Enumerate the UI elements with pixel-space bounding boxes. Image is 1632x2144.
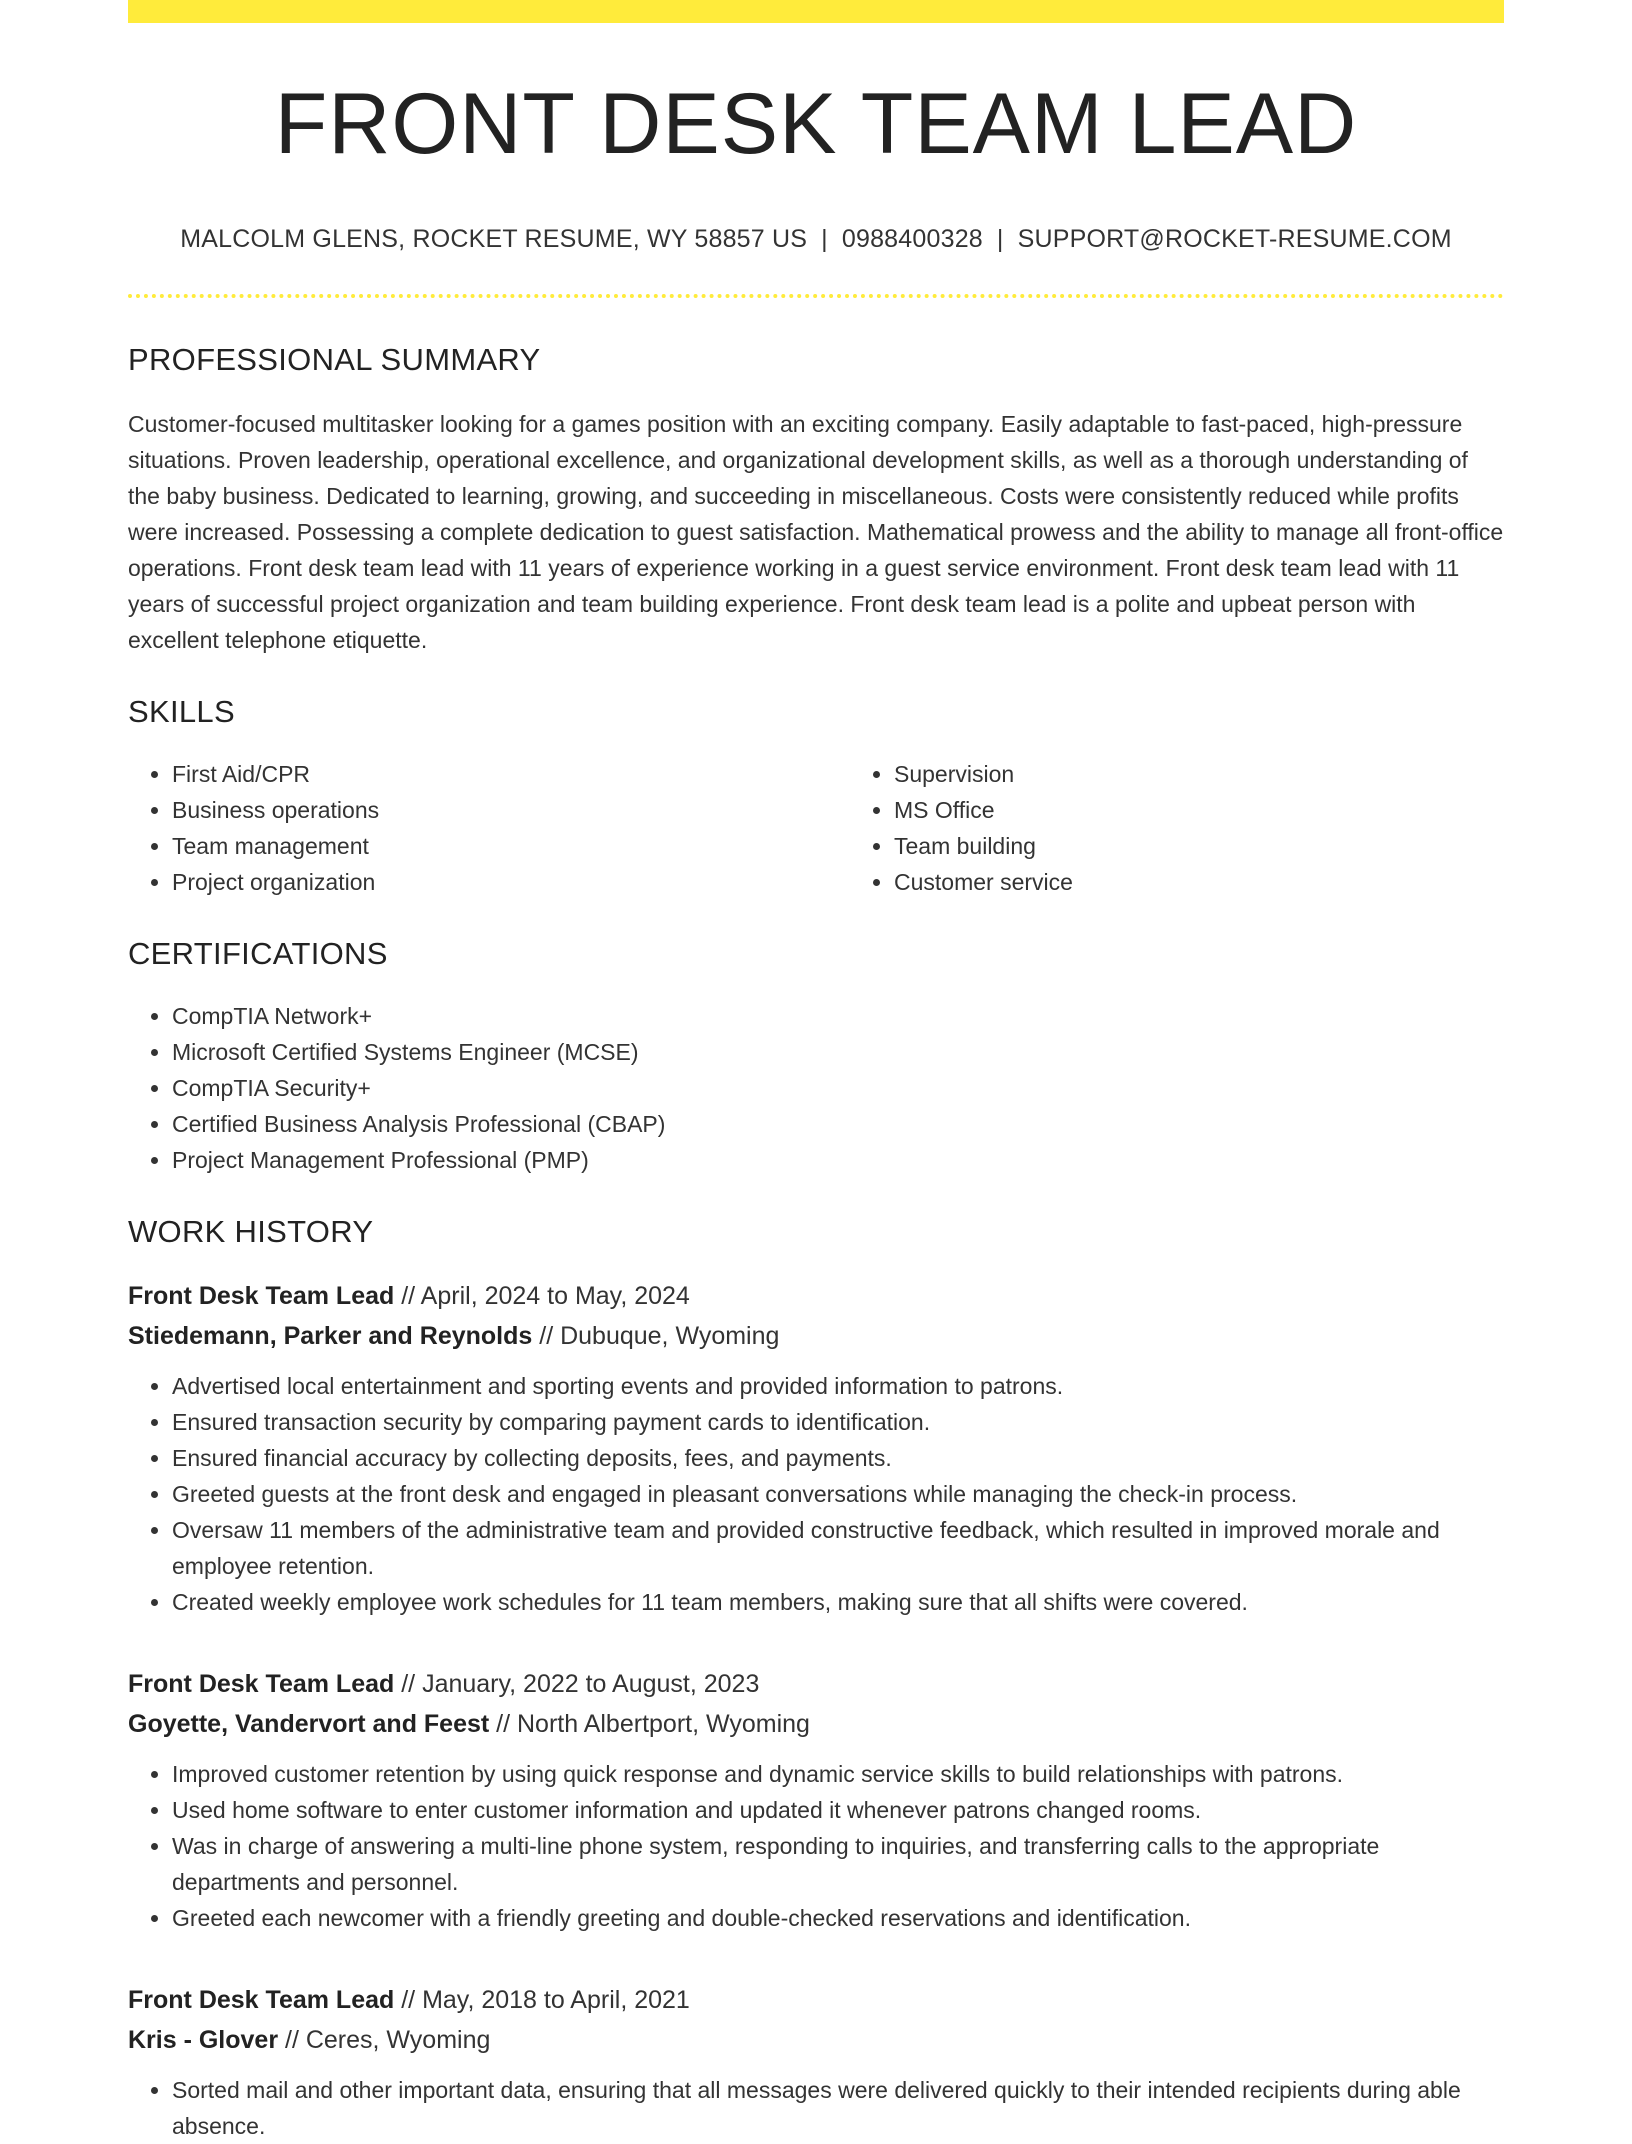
- contact-address: MALCOLM GLENS, ROCKET RESUME, WY 58857 US: [180, 225, 808, 253]
- job-bullet: • Advertised local entertainment and sporting events and provided information to patrons.: [172, 1368, 1504, 1404]
- skill-item: • Supervision: [894, 756, 1073, 792]
- skills-columns: [128, 756, 1504, 900]
- certification-item: • Microsoft Certified Systems Engineer (MCSE): [172, 1034, 1504, 1070]
- job-bullet: • Sorted mail and other important data, ensuring that all messages were delivered quickly to their intended recipients during able absence.: [172, 2072, 1504, 2144]
- work-history-heading: WORK HISTORY: [128, 1214, 374, 1249]
- contact-phone: 0988400328: [841, 225, 983, 253]
- contact-line: [128, 225, 1504, 254]
- skill-item: • First Aid/CPR: [172, 756, 850, 792]
- job-title-line: [128, 1276, 1504, 1316]
- job-bullet: • Improved customer retention by using quick response and dynamic service skills to build relationships with patrons.: [172, 1756, 1504, 1792]
- job-company-line: [128, 1316, 1504, 1356]
- job-bullet: • Created weekly employee work schedules for 11 team members, making sure that all shifts were covered.: [172, 1584, 1504, 1620]
- job-header: [128, 1980, 1504, 2060]
- skill-item: • Team building: [894, 828, 1073, 864]
- job-title-line: [128, 1980, 1504, 2020]
- skills-heading: SKILLS: [128, 694, 235, 729]
- job-header: [128, 1276, 1504, 1356]
- certifications-section: [128, 936, 1504, 1178]
- job-bullet: • Ensured transaction security by comparing payment cards to identification.: [172, 1404, 1504, 1440]
- page-title: FRONT DESK TEAM LEAD: [274, 76, 1358, 172]
- certifications-list: [128, 998, 1504, 1178]
- contact-email: SUPPORT@ROCKET-RESUME.COM: [1017, 225, 1452, 253]
- job-company: Stiedemann, Parker and Reynolds: [128, 1322, 533, 1350]
- job-company: Goyette, Vandervort and Feest: [128, 1710, 490, 1738]
- contact-separator: |: [996, 225, 1004, 253]
- skills-section: [128, 694, 1504, 900]
- skills-list-left: [128, 756, 850, 900]
- contact-separator: |: [821, 225, 828, 253]
- job-bullet: • Oversaw 11 members of the administrative team and provided constructive feedback, which resulted in improved morale and employee retention.: [172, 1512, 1504, 1584]
- job-location: // Dubuque, Wyoming: [532, 1322, 780, 1350]
- job-header: [128, 1664, 1504, 1744]
- summary-heading: PROFESSIONAL SUMMARY: [128, 342, 541, 377]
- job-location: // North Albertport, Wyoming: [489, 1710, 810, 1738]
- job-dates: // May, 2018 to April, 2021: [394, 1986, 690, 2014]
- job-title: Front Desk Team Lead: [128, 1670, 395, 1698]
- job-title-line: [128, 1664, 1504, 1704]
- job-location: // Ceres, Wyoming: [278, 2026, 491, 2054]
- job-bullet: • Ensured financial accuracy by collecting deposits, fees, and payments.: [172, 1440, 1504, 1476]
- job-company-line: [128, 1704, 1504, 1744]
- job-title: Front Desk Team Lead: [128, 1986, 395, 2014]
- job-company-line: [128, 2020, 1504, 2060]
- job-company: Kris - Glover: [128, 2026, 279, 2054]
- skill-item: • Project organization: [172, 864, 850, 900]
- job-bullet: • Greeted each newcomer with a friendly greeting and double-checked reservations and identification.: [172, 1900, 1504, 1936]
- job-dates: // January, 2022 to August, 2023: [394, 1670, 760, 1698]
- job-bullet: • Used home software to enter customer information and updated it whenever patrons changed rooms.: [172, 1792, 1504, 1828]
- resume-page: [128, 0, 1504, 2144]
- job-bullets: [128, 2072, 1504, 2144]
- certification-item: • Certified Business Analysis Professional (CBAP): [172, 1106, 1504, 1142]
- work-history-section: [128, 1214, 1504, 2144]
- job-bullet: • Was in charge of answering a multi-line phone system, responding to inquiries, and transferring calls to the appropriate departments and personnel.: [172, 1828, 1504, 1900]
- top-accent-bar: [128, 0, 1504, 23]
- certification-item: • CompTIA Security+: [172, 1070, 1504, 1106]
- job-bullets: [128, 1368, 1504, 1620]
- job-title: Front Desk Team Lead: [128, 1282, 395, 1310]
- skill-item: • Team management: [172, 828, 850, 864]
- skill-item: • MS Office: [894, 792, 1073, 828]
- job-bullet: • Greeted guests at the front desk and engaged in pleasant conversations while managing the check-in process.: [172, 1476, 1504, 1512]
- certification-item: • CompTIA Network+: [172, 998, 1504, 1034]
- certification-item: • Project Management Professional (PMP): [172, 1142, 1504, 1178]
- skill-item: • Business operations: [172, 792, 850, 828]
- summary-section: [128, 342, 1504, 658]
- skill-item: • Customer service: [894, 864, 1073, 900]
- skills-list-right: [850, 756, 1073, 900]
- summary-text: Customer-focused multitasker looking for a games position with an exciting company. Easily adaptable to fast-paced, high-pressure situations. Proven leadership, operational excellence, and organizational development skills, as well as a thorough understanding of the baby business. Dedicated to learning, growing, and succeeding in miscellaneous. Costs were consistently reduced while profits were increased. Possessing a complete dedication to guest satisfaction. Mathematical prowess and the ability to manage all front-office operations. Front desk team lead with 11 years of experience working in a guest service environment. Front desk team lead with 11 years of successful project organization and team building experience. Front desk team lead is a polite and upbeat person with excellent telephone etiquette.: [128, 411, 1504, 653]
- job-dates: // April, 2024 to May, 2024: [394, 1282, 690, 1310]
- job-bullets: [128, 1756, 1504, 1936]
- certifications-heading: CERTIFICATIONS: [128, 936, 388, 971]
- dotted-divider: [128, 294, 1504, 298]
